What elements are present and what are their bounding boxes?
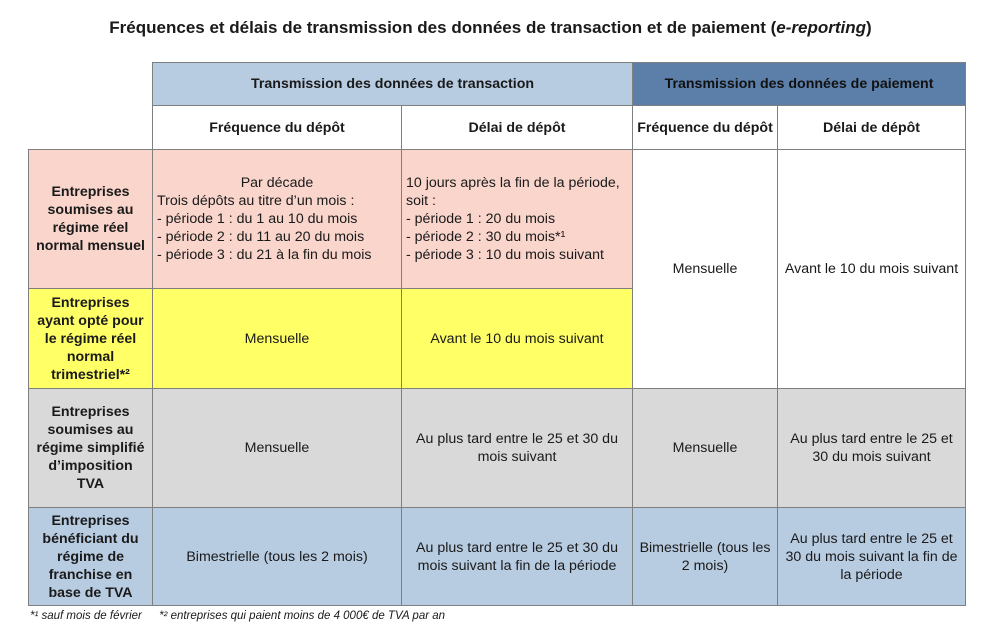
freq-tx-reel-mensuel: Par décade Trois dépôts au titre d’un mois : - période 1 : du 1 au 10 du mois - période 2 : du 11 au 20 du mois - période 3 : du 21 à la fin du mois (153, 150, 402, 289)
footnotes (30, 610, 459, 622)
delay-pay-simplifie: Au plus tard entre le 25 et 30 du mois suivant (778, 389, 966, 508)
freq-tx-simplifie: Mensuelle (153, 389, 402, 508)
empty-corner-2 (29, 106, 153, 150)
delay-pay-reel: Avant le 10 du mois suivant (778, 150, 966, 389)
row-label-franchise: Entreprises bénéficiant du régime de franchise en base de TVA (29, 508, 153, 606)
freq-pay-franchise: Bimestrielle (tous les 2 mois) (633, 508, 778, 606)
delay-tx-reel-mensuel: 10 jours après la fin de la période, soit : - période 1 : 20 du mois - période 2 : 30 du mois*¹ - période 3 : 10 du mois suivant (402, 150, 633, 289)
page-title: Fréquences et délais de transmission des données de transaction et de paiement (e-reporting) (109, 18, 872, 37)
delay-pay-header: Délai de dépôt (778, 106, 966, 150)
payment-header: Transmission des données de paiement (633, 63, 966, 106)
delay-pay-franchise: Au plus tard entre le 25 et 30 du mois suivant la fin de la période (778, 508, 966, 606)
delay-tx-simplifie: Au plus tard entre le 25 et 30 du mois suivant (402, 389, 633, 508)
freq-pay-reel: Mensuelle (633, 150, 778, 389)
reporting-table (28, 62, 966, 606)
row-label-reel-mensuel: Entreprises soumises au régime réel normal mensuel (29, 150, 153, 289)
row-label-simplifie: Entreprises soumises au régime simplifié d’imposition TVA (29, 389, 153, 508)
transaction-header: Transmission des données de transaction (153, 63, 633, 106)
freq-tx-reel-trimestriel: Mensuelle (153, 289, 402, 389)
delay-tx-header: Délai de dépôt (402, 106, 633, 150)
freq-pay-header: Fréquence du dépôt (633, 106, 778, 150)
freq-tx-franchise: Bimestrielle (tous les 2 mois) (153, 508, 402, 606)
row-label-reel-trimestriel: Entreprises ayant opté pour le régime réel normal trimestriel*² (29, 289, 153, 389)
footnote-2: *² entreprises qui paient moins de 4 000€ de TVA par an (159, 610, 446, 622)
footnote-1: *¹ sauf mois de février (30, 610, 142, 622)
delay-tx-reel-trimestriel: Avant le 10 du mois suivant (402, 289, 633, 389)
delay-tx-franchise: Au plus tard entre le 25 et 30 du mois suivant la fin de la période (402, 508, 633, 606)
empty-corner (29, 63, 153, 106)
freq-pay-simplifie: Mensuelle (633, 389, 778, 508)
freq-tx-header: Fréquence du dépôt (153, 106, 402, 150)
